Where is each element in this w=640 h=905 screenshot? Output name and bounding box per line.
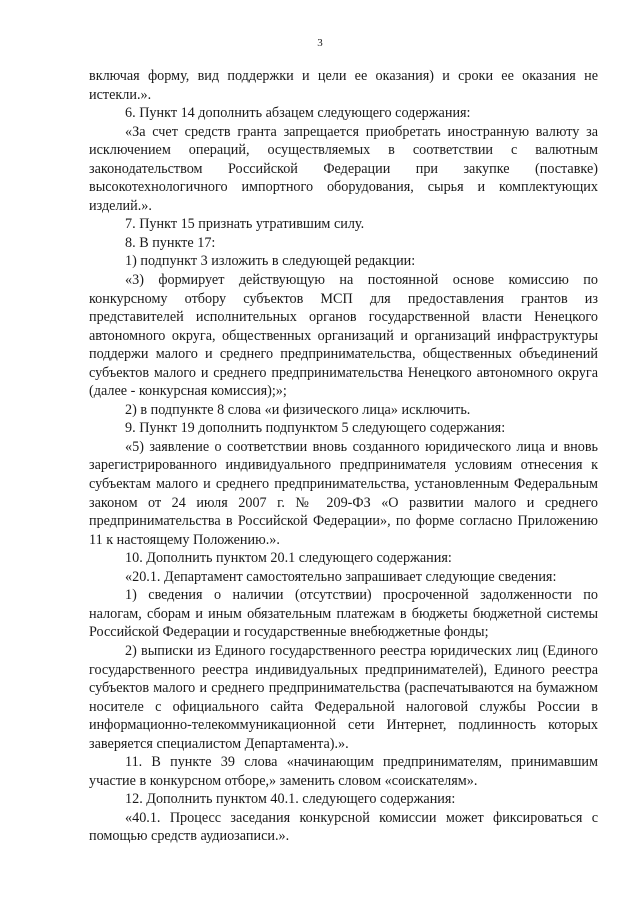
- paragraph: 9. Пункт 19 дополнить подпунктом 5 следующего содержания:: [125, 420, 506, 437]
- paragraph: 12. Дополнить пунктом 40.1. следующего содержания:: [125, 791, 456, 808]
- paragraph: включая форму, вид поддержки и цели ее оказания) и сроки ее оказания не истекли.».: [89, 68, 598, 103]
- paragraph: 7. Пункт 15 признать утратившим силу.: [125, 216, 365, 233]
- paragraph: «40.1. Процесс заседания конкурсной комиссии может фиксироваться с помощью средств аудиозаписи.».: [89, 809, 598, 845]
- paragraph: «5) заявление о соответствии вновь созданного юридического лица и вновь зарегистрированного индивидуального предпринимателя условиям отнесения к субъектам малого и среднего предпринимательства, установленным Федеральным законом от 24 июля 2007 г. № 209-ФЗ «О развитии малого и среднего предпринимательства в Российской Федерации», по форме согласно Приложению 11 к настоящему Положению.».: [89, 438, 598, 548]
- page-number: 3: [317, 37, 323, 49]
- paragraph: 11. В пункте 39 слова «начинающим предпринимателям, принимавшим участие в конкурсном отборе,» заменить словом «соискателям».: [89, 754, 598, 789]
- paragraph: 1) сведения о наличии (отсутствии) просроченной задолженности по налогам, сборам и иным обязательным платежам в бюджеты бюджетной системы Российской Федерации и государственные внебюджетные фонды;: [89, 587, 598, 641]
- paragraph: 10. Дополнить пунктом 20.1 следующего содержания:: [125, 550, 452, 567]
- paragraph: «3) формирует действующую на постоянной основе комиссию по конкурсному отбору субъектов МСП для предоставления грантов из представителей исполнительных органов государственной власти Ненецкого автономного округа, общественных организаций и организаций инфраструктуры поддержи малого и среднего предпринимательства, общественных объединений субъектов малого и среднего предпринимательства Ненецкого автономного округа (далее - конкурсная комиссия);»;: [89, 272, 598, 400]
- paragraph: 8. В пункте 17:: [125, 234, 216, 251]
- paragraph: 6. Пункт 14 дополнить абзацем следующего содержания:: [125, 105, 471, 122]
- paragraph: 2) в подпункте 8 слова «и физического лица» исключить.: [125, 401, 471, 418]
- document-body: [89, 67, 598, 846]
- paragraph: 2) выписки из Единого государственного реестра юридических лиц (Единого государственного реестра индивидуальных предпринимателей), Единого реестра субъектов малого и среднего предпринимательства (распечатываются на бумажном носителе с официального сайта Федеральной налоговой службы России в информационно-телекоммуникационной сети Интернет, подлинность которых заверяется специалистом Департамента).».: [89, 642, 598, 752]
- paragraph: 1) подпункт 3 изложить в следующей редакции:: [125, 253, 416, 270]
- paragraph: «За счет средств гранта запрещается приобретать иностранную валюту за исключением операций, осуществляемых в соответствии с валютным законодательством Российской Федерации при закупке (поставке) высокотехнологичного импортного оборудования, сырья и комплектующих изделий.».: [89, 123, 598, 214]
- paragraph: «20.1. Департамент самостоятельно запрашивает следующие сведения:: [125, 568, 557, 585]
